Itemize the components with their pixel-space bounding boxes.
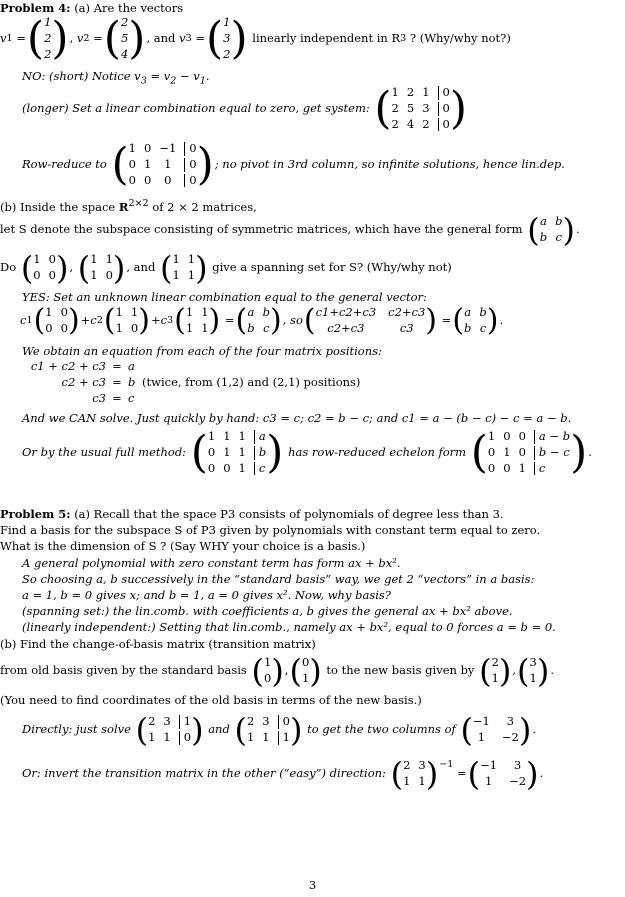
usual-method: Or by the usual full method: ( 1 1 1 a 0 1 1 b 0 0 1 c ) has row-reduced echelon form ( 1 0 0 a − b 0 1 0 b − c 0 0 1 c ) . [22, 426, 592, 478]
page-number: 3 [308, 878, 317, 892]
span-matrix-3: ( 1 1 1 1 ) [159, 249, 208, 287]
reduced-matrix: ( 1 0 −1 0 0 1 1 0 0 0 0 0 ) [111, 138, 214, 190]
p5-line-4: (spanning set:) the lin.comb. with coefficients a, b gives the general ax + bx² above. [22, 604, 513, 618]
p5-direct: Directly: just solve ( 2 3 1 1 1 0 ) and ( 2 3 0 1 1 1 ) to get the two columns of ( −1 3 1 −2 ) . [22, 711, 536, 749]
p5-basis-line: from old basis given by the standard basis ( 1 0 ) , ( 0 1 ) to the new basis given by ( 2 1 ) , ( 3 1 ) . [0, 652, 554, 690]
vector-v1: ( 1 2 2 ) [26, 12, 69, 64]
p4a-label: (a) [74, 1, 91, 15]
p5-line-3: a = 1, b = 0 gives x; and b = 1, a = 0 gives x². Now, why basis? [22, 588, 391, 602]
short-answer: NO: (short) Notice $v_3 = v_2 - v_1$. [22, 69, 210, 87]
p5-line-2: So choosing a, b successively in the “standard basis” way, we get 2 “vectors” in a basis: [22, 572, 535, 586]
combo-equation: c 1 ( 1 0 0 0 ) + c 2 ( 1 1 1 0 ) + c 3 ( 1 1 1 1 ) = ( a b b c ) , so ( c1+c2+c3 c2+c3 c2+c3 c3 ) = ( a b b c ) . [20, 303, 504, 338]
p4b-inside: (b) Inside the space $R^{2\times 2}$ of 2 × 2 matrices, [0, 198, 257, 214]
equation-intro: We obtain an equation from each of the four matrix positions: [22, 344, 382, 358]
can-solve: And we CAN solve. Just quickly by hand: c3 = c; c2 = b − c; and c1 = a − (b − c) − c = a − b. [22, 411, 572, 425]
problem5-title: Problem 5: [0, 507, 71, 521]
independence-question: linearly independent in R [252, 30, 401, 45]
general-symmetric-matrix: ( a b b c ) [527, 211, 575, 249]
vector-v2: ( 2 5 4 ) [103, 12, 146, 64]
p4b-do: Do ( 1 0 0 0 ) , ( 1 1 1 0 ) , and ( 1 1 1 1 ) give a spanning set for S? (Why/why not) [0, 249, 452, 287]
span-matrix-2: ( 1 1 1 0 ) [77, 249, 126, 287]
p5-or: Or: invert the transition matrix in the other (“easy”) direction: ( 2 3 1 1 ) $^{-1}$ = ( −1 3 1 −2 ) . [22, 755, 544, 793]
p5-find: Find a basis for the subspace S of P3 given by polynomials with constant term equal to zero. [0, 523, 541, 537]
p4a-question: Are the vectors [93, 1, 184, 15]
p5-line-1: A general polynomial with zero constant term has form ax + bx². [22, 556, 401, 570]
row-reduce-line: Row-reduce to ( 1 0 −1 0 0 1 1 0 0 0 0 0 ) ; no pivot in 3rd column, so infinite solutions, hence lin.dep. [22, 138, 565, 190]
problem4-title: Problem 4: [0, 1, 71, 15]
span-matrix-1: ( 1 0 0 0 ) [20, 249, 69, 287]
rref-matrix: ( 1 0 0 a − b 0 1 0 b − c 0 0 1 c ) [470, 426, 588, 478]
p5-line-5: (linearly independent:) Setting that lin.comb., namely ax + bx², equal to 0 forces a = b = 0. [22, 620, 556, 634]
p5-need: (You need to find coordinates of the old basis in terms of the new basis.) [0, 693, 422, 707]
equation-system: c1 + c2 + c3 = a c2 + c3 = b (twice, from (1,2) and (2,1) positions) c3 = c [30, 359, 361, 405]
vectors-line: v 1 = ( 1 2 2 ) , v 2 = ( 2 5 4 ) , and v 3 = ( 1 3 2 ) linearly independent in R 3 ? (Why/why not?) [0, 12, 511, 64]
p4b-let: let S denote the subspace consisting of symmetric matrices, which have the general form ( a b b c ) . [0, 211, 580, 249]
yes-answer: YES: Set an unknown linear combination equal to the general vector: [22, 290, 427, 304]
longer-answer: (longer) Set a linear combination equal to zero, get system: ( 1 2 1 0 2 5 3 0 2 4 2 0 ) [22, 82, 468, 134]
usual-matrix: ( 1 1 1 a 0 1 1 b 0 0 1 c ) [190, 426, 284, 478]
p5-b-text: (b) Find the change-of-basis matrix (transition matrix) [0, 637, 316, 651]
vector-v3: ( 1 3 2 ) [205, 12, 248, 64]
system-matrix: ( 1 2 1 0 2 5 3 0 2 4 2 0 ) [374, 82, 468, 134]
p5-dim: What is the dimension of S ? (Say WHY your choice is a basis.) [0, 539, 366, 553]
problem5-header-line: Problem 5: (a) Recall that the space P3 consists of polynomials of degree less than 3. [0, 507, 504, 521]
